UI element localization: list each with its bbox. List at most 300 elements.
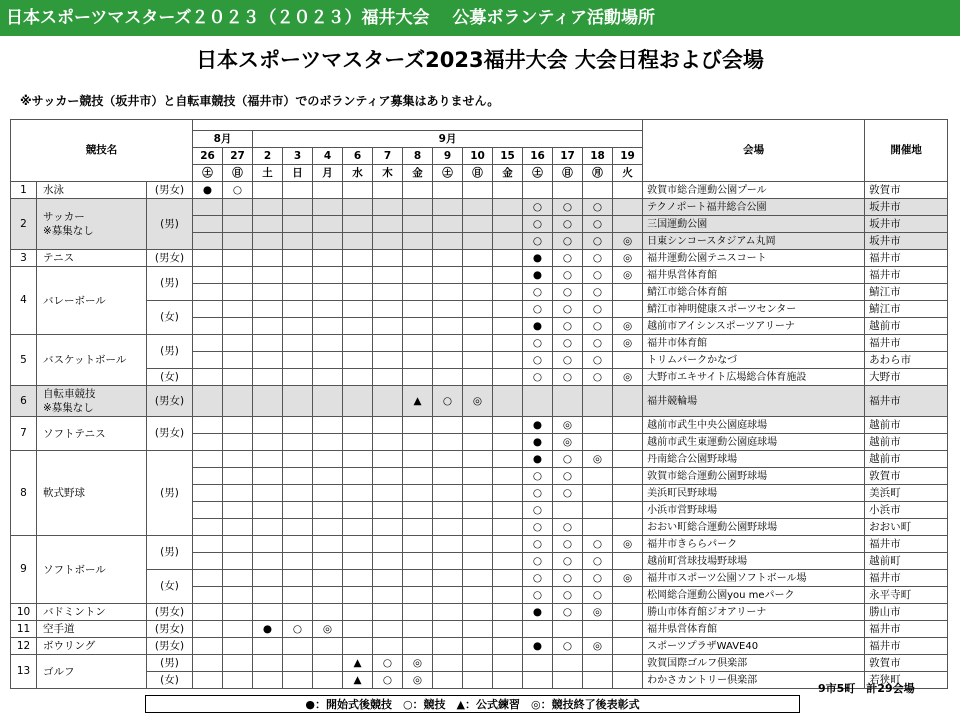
schedule-mark — [373, 182, 403, 199]
schedule-mark — [553, 182, 583, 199]
schedule-mark: ▲ — [343, 655, 373, 672]
schedule-mark: ● — [523, 417, 553, 434]
schedule-mark — [313, 570, 343, 587]
venue-name: 福井競輪場 — [643, 386, 865, 417]
schedule-mark — [373, 318, 403, 335]
schedule-mark — [283, 570, 313, 587]
schedule-mark — [253, 318, 283, 335]
schedule-mark — [433, 301, 463, 318]
schedule-mark — [373, 570, 403, 587]
header-city: 開催地 — [865, 120, 948, 182]
event-category: (男女) — [147, 250, 193, 267]
schedule-mark — [283, 233, 313, 250]
schedule-mark — [223, 570, 253, 587]
schedule-mark: ◎ — [613, 570, 643, 587]
schedule-mark: ◎ — [613, 250, 643, 267]
schedule-mark — [193, 502, 223, 519]
schedule-mark: ○ — [553, 267, 583, 284]
schedule-mark: ● — [523, 638, 553, 655]
schedule-mark — [223, 468, 253, 485]
schedule-mark: ○ — [553, 553, 583, 570]
schedule-mark — [343, 250, 373, 267]
header-date-spacer — [193, 120, 643, 131]
schedule-mark — [223, 519, 253, 536]
schedule-mark — [313, 182, 343, 199]
schedule-mark — [403, 216, 433, 233]
venue-city: 若狭町 — [865, 672, 948, 689]
schedule-mark — [343, 485, 373, 502]
schedule-mark — [373, 199, 403, 216]
schedule-mark — [463, 536, 493, 553]
schedule-mark: ○ — [373, 655, 403, 672]
schedule-mark — [313, 352, 343, 369]
header-month-aug: 8月 — [193, 131, 253, 148]
header-day: 2 — [253, 148, 283, 165]
venue-name: 勝山市体育館ジオアリーナ — [643, 604, 865, 621]
schedule-mark — [373, 301, 403, 318]
schedule-mark — [433, 216, 463, 233]
schedule-mark — [283, 369, 313, 386]
schedule-mark — [463, 434, 493, 451]
schedule-mark — [343, 216, 373, 233]
event-name: ゴルフ — [37, 655, 147, 689]
schedule-mark — [223, 386, 253, 417]
header-day: 10 — [463, 148, 493, 165]
schedule-mark — [493, 604, 523, 621]
schedule-mark — [193, 386, 223, 417]
schedule-mark — [493, 434, 523, 451]
schedule-mark: ○ — [523, 301, 553, 318]
venue-name: 越前市アイシンスポーツアリーナ — [643, 318, 865, 335]
schedule-mark — [613, 502, 643, 519]
schedule-mark — [373, 604, 403, 621]
schedule-mark — [193, 672, 223, 689]
header-day: 27 — [223, 148, 253, 165]
schedule-mark — [403, 199, 433, 216]
schedule-mark: ○ — [523, 369, 553, 386]
schedule-mark: ● — [523, 451, 553, 468]
venue-name: 敦賀市総合運動公園プール — [643, 182, 865, 199]
schedule-mark — [553, 621, 583, 638]
schedule-mark: ○ — [523, 335, 553, 352]
schedule-mark — [493, 301, 523, 318]
schedule-mark: ○ — [223, 182, 253, 199]
schedule-mark — [463, 352, 493, 369]
schedule-mark — [253, 352, 283, 369]
venue-city: 福井市 — [865, 621, 948, 638]
schedule-mark — [613, 485, 643, 502]
schedule-mark — [613, 468, 643, 485]
venue-city: 鯖江市 — [865, 301, 948, 318]
schedule-mark — [313, 386, 343, 417]
schedule-mark — [193, 434, 223, 451]
schedule-mark — [223, 233, 253, 250]
schedule-mark — [193, 417, 223, 434]
header-day: 15 — [493, 148, 523, 165]
venue-city: おおい町 — [865, 519, 948, 536]
schedule-mark — [343, 434, 373, 451]
schedule-mark — [403, 335, 433, 352]
schedule-mark — [463, 672, 493, 689]
schedule-mark — [613, 638, 643, 655]
schedule-mark — [193, 352, 223, 369]
schedule-mark: ◎ — [613, 335, 643, 352]
schedule-mark — [223, 335, 253, 352]
schedule-mark: ○ — [523, 233, 553, 250]
venue-city: 鯖江市 — [865, 284, 948, 301]
schedule-mark: ○ — [553, 369, 583, 386]
schedule-mark — [223, 216, 253, 233]
schedule-mark — [283, 352, 313, 369]
schedule-mark — [253, 468, 283, 485]
schedule-mark — [463, 451, 493, 468]
schedule-mark — [223, 553, 253, 570]
schedule-mark — [523, 672, 553, 689]
schedule-mark — [373, 587, 403, 604]
schedule-mark: ○ — [583, 267, 613, 284]
schedule-mark — [313, 318, 343, 335]
venue-name: 福井市スポーツ公園ソフトボール場 — [643, 570, 865, 587]
schedule-mark — [343, 570, 373, 587]
schedule-mark — [223, 417, 253, 434]
schedule-mark — [313, 335, 343, 352]
event-category: (男女) — [147, 182, 193, 199]
schedule-mark: ○ — [583, 284, 613, 301]
schedule-mark — [253, 451, 283, 468]
header-month-sep: 9月 — [253, 131, 643, 148]
legend: ●：開始式後競技 ○：競技 ▲：公式練習 ◎：競技終了後表彰式 — [145, 695, 800, 713]
schedule-mark — [433, 182, 463, 199]
event-category: (男女) — [147, 621, 193, 638]
schedule-mark — [373, 369, 403, 386]
schedule-mark — [433, 417, 463, 434]
schedule-mark — [193, 199, 223, 216]
schedule-mark: ○ — [373, 672, 403, 689]
schedule-mark: ○ — [583, 318, 613, 335]
schedule-mark — [253, 536, 283, 553]
page-banner: 日本スポーツマスターズ２０２３（２０２３）福井大会 公募ボランティア活動場所 — [0, 0, 960, 36]
schedule-mark — [433, 502, 463, 519]
table-row — [11, 604, 948, 621]
schedule-mark: ◎ — [553, 417, 583, 434]
schedule-mark: ● — [253, 621, 283, 638]
schedule-mark — [223, 267, 253, 284]
schedule-mark — [343, 318, 373, 335]
schedule-mark — [193, 638, 223, 655]
schedule-mark — [493, 335, 523, 352]
schedule-mark — [193, 267, 223, 284]
schedule-mark — [253, 250, 283, 267]
schedule-mark — [343, 638, 373, 655]
venue-city: 越前市 — [865, 434, 948, 451]
schedule-mark — [403, 553, 433, 570]
venue-city: 越前市 — [865, 451, 948, 468]
schedule-mark — [433, 553, 463, 570]
schedule-mark — [433, 672, 463, 689]
schedule-mark — [493, 284, 523, 301]
venue-name: 敦賀国際ゴルフ倶楽部 — [643, 655, 865, 672]
schedule-mark — [493, 267, 523, 284]
schedule-mark — [583, 519, 613, 536]
schedule-mark — [283, 587, 313, 604]
schedule-mark — [373, 267, 403, 284]
schedule-mark — [583, 434, 613, 451]
schedule-mark — [403, 318, 433, 335]
venue-city: 坂井市 — [865, 233, 948, 250]
schedule-mark — [493, 621, 523, 638]
schedule-mark — [613, 519, 643, 536]
schedule-mark: ○ — [553, 638, 583, 655]
header-day: 3 — [283, 148, 313, 165]
schedule-mark — [373, 553, 403, 570]
schedule-mark — [373, 536, 403, 553]
header-day: 19 — [613, 148, 643, 165]
schedule-mark — [493, 553, 523, 570]
header-weekday: 土 — [253, 165, 283, 182]
schedule-mark: ○ — [523, 216, 553, 233]
venue-city: 大野市 — [865, 369, 948, 386]
schedule-mark — [373, 502, 403, 519]
venue-city: 福井市 — [865, 638, 948, 655]
header-weekday: 金 — [403, 165, 433, 182]
venue-city: 福井市 — [865, 335, 948, 352]
schedule-mark — [343, 284, 373, 301]
schedule-mark: ○ — [553, 519, 583, 536]
event-category: (男) — [147, 655, 193, 672]
schedule-mark — [403, 502, 433, 519]
schedule-mark — [463, 604, 493, 621]
schedule-mark — [193, 570, 223, 587]
schedule-mark — [283, 655, 313, 672]
header-weekday: ㊏ — [523, 165, 553, 182]
venue-city: 敦賀市 — [865, 655, 948, 672]
schedule-mark — [253, 519, 283, 536]
header-weekday: 木 — [373, 165, 403, 182]
schedule-mark — [283, 250, 313, 267]
table-row — [11, 386, 948, 417]
venue-name: スポーツプラザWAVE40 — [643, 638, 865, 655]
venue-city: 越前町 — [865, 553, 948, 570]
schedule-mark — [283, 216, 313, 233]
schedule-mark — [523, 655, 553, 672]
schedule-mark — [463, 369, 493, 386]
header-weekday: 火 — [613, 165, 643, 182]
event-number: 6 — [11, 386, 37, 417]
event-number: 8 — [11, 451, 37, 536]
schedule-mark: ● — [193, 182, 223, 199]
schedule-mark — [193, 284, 223, 301]
schedule-mark — [493, 638, 523, 655]
schedule-mark — [493, 352, 523, 369]
event-category: (男) — [147, 451, 193, 536]
schedule-mark — [253, 301, 283, 318]
venue-name: 越前市武生東運動公園庭球場 — [643, 434, 865, 451]
schedule-mark — [493, 250, 523, 267]
schedule-mark — [283, 335, 313, 352]
event-name: テニス — [37, 250, 147, 267]
schedule-mark — [403, 250, 433, 267]
schedule-mark — [253, 434, 283, 451]
schedule-mark — [433, 369, 463, 386]
schedule-mark — [313, 216, 343, 233]
schedule-mark — [463, 216, 493, 233]
schedule-mark — [493, 417, 523, 434]
venue-name: 鯖江市総合体育館 — [643, 284, 865, 301]
schedule-mark: ◎ — [583, 604, 613, 621]
header-day: 7 — [373, 148, 403, 165]
schedule-mark — [343, 519, 373, 536]
schedule-mark — [373, 250, 403, 267]
volunteer-note: ※サッカー競技（坂井市）と自転車競技（福井市）でのボランティア募集はありません。 — [20, 94, 500, 108]
schedule-mark — [583, 182, 613, 199]
venue-name: 小浜市営野球場 — [643, 502, 865, 519]
schedule-mark — [313, 301, 343, 318]
schedule-mark: ○ — [583, 570, 613, 587]
schedule-mark — [373, 216, 403, 233]
venue-city: 小浜市 — [865, 502, 948, 519]
schedule-mark — [613, 182, 643, 199]
schedule-mark — [373, 485, 403, 502]
schedule-mark — [433, 352, 463, 369]
venue-name: 越前市武生中央公園庭球場 — [643, 417, 865, 434]
schedule-mark — [313, 267, 343, 284]
venue-city: 坂井市 — [865, 199, 948, 216]
schedule-mark — [493, 199, 523, 216]
venue-city: 福井市 — [865, 386, 948, 417]
schedule-mark — [283, 485, 313, 502]
schedule-mark — [253, 655, 283, 672]
schedule-mark — [613, 199, 643, 216]
schedule-mark — [223, 301, 253, 318]
venue-name: 敦賀市総合運動公園野球場 — [643, 468, 865, 485]
schedule-mark — [253, 502, 283, 519]
event-number: 3 — [11, 250, 37, 267]
schedule-mark: ○ — [583, 216, 613, 233]
schedule-mark: ○ — [553, 250, 583, 267]
schedule-mark — [223, 352, 253, 369]
schedule-mark: ◎ — [403, 655, 433, 672]
venue-name: 福井運動公園テニスコート — [643, 250, 865, 267]
schedule-mark — [253, 267, 283, 284]
schedule-mark — [583, 502, 613, 519]
schedule-mark: ● — [523, 267, 553, 284]
schedule-mark — [523, 621, 553, 638]
schedule-mark — [223, 199, 253, 216]
header-weekday: ㊏ — [433, 165, 463, 182]
event-number: 11 — [11, 621, 37, 638]
schedule-mark — [313, 369, 343, 386]
schedule-mark — [193, 468, 223, 485]
venue-city: 福井市 — [865, 250, 948, 267]
schedule-mark — [283, 417, 313, 434]
schedule-mark — [373, 335, 403, 352]
schedule-mark: ○ — [583, 335, 613, 352]
schedule-mark: ○ — [523, 502, 553, 519]
schedule-mark — [223, 672, 253, 689]
venue-city: 敦賀市 — [865, 182, 948, 199]
event-category: (男女) — [147, 417, 193, 451]
venue-name: 松岡総合運動公園you meパーク — [643, 587, 865, 604]
schedule-mark — [193, 587, 223, 604]
schedule-mark — [193, 233, 223, 250]
event-category: (男) — [147, 335, 193, 369]
schedule-mark — [403, 451, 433, 468]
schedule-mark — [613, 604, 643, 621]
schedule-mark — [463, 284, 493, 301]
venue-city: 勝山市 — [865, 604, 948, 621]
schedule-mark — [613, 301, 643, 318]
schedule-mark: ◎ — [613, 267, 643, 284]
event-category: (男) — [147, 199, 193, 250]
schedule-mark — [613, 434, 643, 451]
event-category: (男) — [147, 536, 193, 570]
schedule-mark — [553, 672, 583, 689]
schedule-mark: ○ — [553, 352, 583, 369]
schedule-mark — [193, 485, 223, 502]
schedule-mark — [433, 335, 463, 352]
event-number: 5 — [11, 335, 37, 386]
schedule-mark: ◎ — [583, 451, 613, 468]
schedule-mark — [463, 417, 493, 434]
schedule-mark — [253, 672, 283, 689]
schedule-mark — [433, 468, 463, 485]
venue-name: 福井県営体育館 — [643, 621, 865, 638]
schedule-mark — [253, 604, 283, 621]
schedule-mark: ○ — [583, 369, 613, 386]
schedule-mark — [403, 468, 433, 485]
schedule-mark — [343, 587, 373, 604]
schedule-mark — [403, 284, 433, 301]
schedule-mark — [343, 386, 373, 417]
schedule-mark: ○ — [553, 468, 583, 485]
table-row — [11, 536, 948, 553]
schedule-mark — [583, 468, 613, 485]
schedule-mark: ○ — [283, 621, 313, 638]
schedule-mark — [313, 604, 343, 621]
schedule-mark — [193, 536, 223, 553]
schedule-mark — [403, 369, 433, 386]
schedule-mark: ○ — [553, 233, 583, 250]
event-category: (女) — [147, 301, 193, 335]
schedule-mark — [403, 352, 433, 369]
schedule-mark — [253, 284, 283, 301]
schedule-mark — [463, 519, 493, 536]
schedule-mark: ○ — [523, 468, 553, 485]
schedule-mark: ○ — [553, 485, 583, 502]
venue-city: 越前市 — [865, 417, 948, 434]
schedule-mark — [583, 417, 613, 434]
schedule-mark: ○ — [553, 301, 583, 318]
table-row — [11, 621, 948, 638]
schedule-mark — [463, 335, 493, 352]
schedule-mark — [403, 182, 433, 199]
schedule-mark — [373, 417, 403, 434]
header-weekday: 金 — [493, 165, 523, 182]
schedule-mark — [553, 502, 583, 519]
schedule-mark — [313, 451, 343, 468]
schedule-mark — [463, 468, 493, 485]
venue-city: 福井市 — [865, 570, 948, 587]
event-number: 7 — [11, 417, 37, 451]
schedule-mark — [283, 536, 313, 553]
schedule-mark — [313, 199, 343, 216]
schedule-mark — [493, 587, 523, 604]
schedule-mark — [433, 536, 463, 553]
schedule-mark — [193, 519, 223, 536]
schedule-mark — [463, 502, 493, 519]
schedule-mark: ● — [523, 434, 553, 451]
schedule-mark — [343, 536, 373, 553]
